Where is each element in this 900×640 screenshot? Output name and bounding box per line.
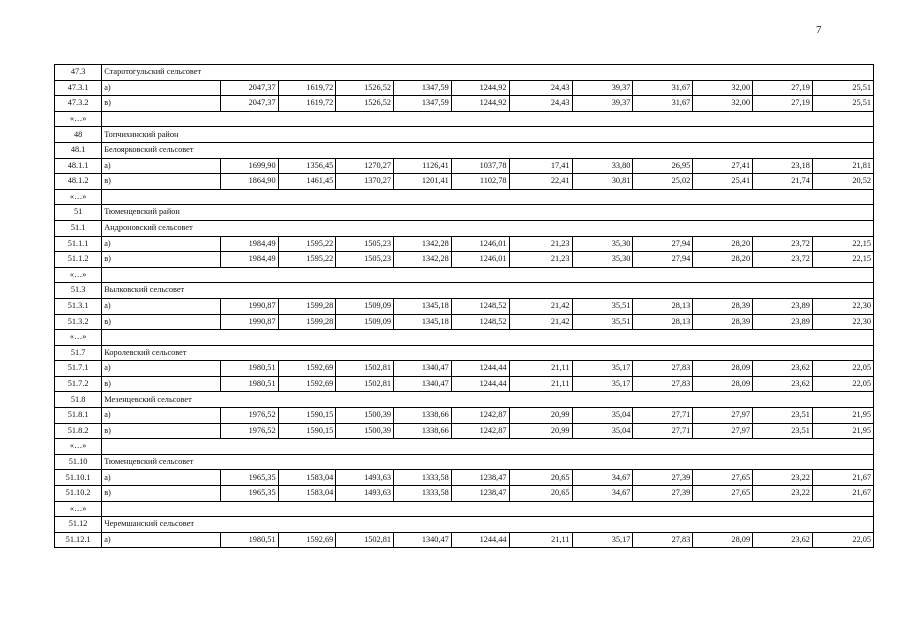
value-cell: 1599,28 [278,314,336,330]
value-cell: 23,22 [753,470,813,486]
value-cell: 28,09 [693,532,753,548]
row-code: 51.10 [55,454,102,470]
empty-cell [102,111,874,127]
row-code: 51.7.2 [55,376,102,392]
value-cell: 1242,87 [451,423,509,439]
value-cell: 1599,28 [278,298,336,314]
value-cell: 1505,23 [336,252,394,268]
value-cell: 20,99 [509,408,572,424]
value-cell: 1864,90 [220,174,278,190]
value-cell: 23,89 [753,314,813,330]
value-cell: 28,20 [693,236,753,252]
ellipsis-row [55,189,874,205]
section-title: Белоярковский сельсовет [102,142,874,158]
value-cell: 33,80 [572,158,633,174]
value-cell: 21,95 [812,408,873,424]
value-cell: 1526,52 [336,96,394,112]
value-cell: 1590,15 [278,408,336,424]
value-cell: 27,19 [753,96,813,112]
value-cell: 27,94 [633,252,693,268]
omission-marker: «…» [55,267,102,283]
row-label: в) [102,96,221,112]
omission-marker: «…» [55,439,102,455]
row-code: 51.7 [55,345,102,361]
value-cell: 27,71 [633,423,693,439]
row-label: в) [102,376,221,392]
row-code: 48.1 [55,142,102,158]
row-label: а) [102,236,221,252]
empty-cell [102,330,874,346]
value-cell: 25,51 [812,96,873,112]
value-cell: 21,67 [812,470,873,486]
value-cell: 27,39 [633,470,693,486]
value-cell: 1493,63 [336,486,394,502]
value-cell: 27,65 [693,486,753,502]
table-row [55,361,874,377]
value-cell: 35,51 [572,314,633,330]
value-cell: 1244,92 [451,96,509,112]
value-cell: 28,09 [693,361,753,377]
page-number: 7 [816,24,822,36]
value-cell: 1592,69 [278,532,336,548]
value-cell: 23,18 [753,158,813,174]
value-cell: 27,41 [693,158,753,174]
value-cell: 1338,66 [394,408,452,424]
value-cell: 21,11 [509,376,572,392]
row-code: 51.10.1 [55,470,102,486]
value-cell: 21,42 [509,314,572,330]
value-cell: 22,30 [812,298,873,314]
value-cell: 1037,78 [451,158,509,174]
value-cell: 1347,59 [394,80,452,96]
value-cell: 1347,59 [394,96,452,112]
table-row [55,376,874,392]
row-label: а) [102,361,221,377]
value-cell: 23,51 [753,408,813,424]
section-title: Тюменцевский сельсовет [102,454,874,470]
value-cell: 1583,04 [278,486,336,502]
value-cell: 1370,27 [336,174,394,190]
value-cell: 1246,01 [451,252,509,268]
value-cell: 21,23 [509,236,572,252]
value-cell: 1595,22 [278,252,336,268]
value-cell: 2047,37 [220,96,278,112]
value-cell: 34,67 [572,486,633,502]
table-row [55,158,874,174]
section-row [55,283,874,299]
value-cell: 1201,41 [394,174,452,190]
row-label: а) [102,80,221,96]
value-cell: 20,99 [509,423,572,439]
row-code: 48.1.1 [55,158,102,174]
value-cell: 1244,92 [451,80,509,96]
value-cell: 1244,44 [451,376,509,392]
value-cell: 1126,41 [394,158,452,174]
value-cell: 35,30 [572,236,633,252]
row-code: 51.7.1 [55,361,102,377]
value-cell: 1270,27 [336,158,394,174]
ellipsis-row [55,439,874,455]
value-cell: 1244,44 [451,532,509,548]
row-code: 47.3.1 [55,80,102,96]
row-code: 51 [55,205,102,221]
value-cell: 25,41 [693,174,753,190]
value-cell: 1990,87 [220,298,278,314]
value-cell: 1505,23 [336,236,394,252]
value-cell: 1509,09 [336,314,394,330]
value-cell: 1340,47 [394,361,452,377]
value-cell: 1595,22 [278,236,336,252]
value-cell: 28,13 [633,314,693,330]
value-cell: 22,30 [812,314,873,330]
row-code: 51.3 [55,283,102,299]
value-cell: 21,74 [753,174,813,190]
value-cell: 28,09 [693,376,753,392]
table-row [55,96,874,112]
value-cell: 35,51 [572,298,633,314]
value-cell: 23,89 [753,298,813,314]
table-row [55,408,874,424]
value-cell: 21,23 [509,252,572,268]
row-code: 47.3 [55,65,102,81]
section-row [55,392,874,408]
value-cell: 1984,49 [220,236,278,252]
empty-cell [102,501,874,517]
value-cell: 1976,52 [220,408,278,424]
value-cell: 1340,47 [394,376,452,392]
row-code: 51.3.1 [55,298,102,314]
row-label: в) [102,314,221,330]
table-row [55,423,874,439]
value-cell: 24,43 [509,96,572,112]
value-cell: 1592,69 [278,361,336,377]
value-cell: 35,04 [572,423,633,439]
row-label: в) [102,174,221,190]
value-cell: 1526,52 [336,80,394,96]
value-cell: 1345,18 [394,298,452,314]
value-cell: 27,39 [633,486,693,502]
table-row [55,532,874,548]
value-cell: 1619,72 [278,96,336,112]
value-cell: 1965,35 [220,470,278,486]
value-cell: 28,39 [693,314,753,330]
row-code: 48.1.2 [55,174,102,190]
value-cell: 1502,81 [336,532,394,548]
section-row [55,517,874,533]
table-row [55,298,874,314]
section-title: Андроновский сельсовет [102,220,874,236]
value-cell: 1980,51 [220,376,278,392]
value-cell: 35,17 [572,532,633,548]
section-title: Черемшанский сельсовет [102,517,874,533]
value-cell: 27,97 [693,408,753,424]
value-cell: 1238,47 [451,486,509,502]
value-cell: 21,67 [812,486,873,502]
value-cell: 20,65 [509,486,572,502]
tariff-table [54,64,874,548]
value-cell: 1244,44 [451,361,509,377]
value-cell: 25,02 [633,174,693,190]
value-cell: 1500,39 [336,408,394,424]
ellipsis-row [55,267,874,283]
table-row [55,486,874,502]
row-label: а) [102,298,221,314]
section-row [55,205,874,221]
value-cell: 1583,04 [278,470,336,486]
value-cell: 35,30 [572,252,633,268]
value-cell: 20,52 [812,174,873,190]
value-cell: 21,95 [812,423,873,439]
omission-marker: «…» [55,330,102,346]
value-cell: 1356,45 [278,158,336,174]
value-cell: 1592,69 [278,376,336,392]
section-row [55,65,874,81]
value-cell: 2047,37 [220,80,278,96]
value-cell: 31,67 [633,96,693,112]
value-cell: 23,62 [753,532,813,548]
value-cell: 27,83 [633,376,693,392]
value-cell: 28,20 [693,252,753,268]
value-cell: 34,67 [572,470,633,486]
row-code: 51.3.2 [55,314,102,330]
value-cell: 27,94 [633,236,693,252]
section-title: Старотогульский сельсовет [102,65,874,81]
value-cell: 1590,15 [278,423,336,439]
value-cell: 32,00 [693,80,753,96]
value-cell: 1493,63 [336,470,394,486]
value-cell: 39,37 [572,80,633,96]
row-code: 48 [55,127,102,143]
section-title: Тюменцевский район [102,205,874,221]
value-cell: 21,42 [509,298,572,314]
value-cell: 22,05 [812,376,873,392]
row-code: 51.12.1 [55,532,102,548]
row-label: в) [102,486,221,502]
value-cell: 23,72 [753,252,813,268]
value-cell: 24,43 [509,80,572,96]
value-cell: 25,51 [812,80,873,96]
value-cell: 27,19 [753,80,813,96]
value-cell: 1699,90 [220,158,278,174]
value-cell: 1965,35 [220,486,278,502]
value-cell: 32,00 [693,96,753,112]
value-cell: 1990,87 [220,314,278,330]
value-cell: 27,97 [693,423,753,439]
value-cell: 1338,66 [394,423,452,439]
row-code: 51.8 [55,392,102,408]
value-cell: 23,51 [753,423,813,439]
value-cell: 1509,09 [336,298,394,314]
table-body [55,65,874,548]
section-row [55,142,874,158]
table-row [55,174,874,190]
value-cell: 22,15 [812,252,873,268]
value-cell: 1342,28 [394,236,452,252]
row-label: в) [102,252,221,268]
value-cell: 21,81 [812,158,873,174]
empty-cell [102,267,874,283]
row-label: а) [102,532,221,548]
value-cell: 20,65 [509,470,572,486]
value-cell: 1340,47 [394,532,452,548]
value-cell: 1984,49 [220,252,278,268]
row-code: 51.1.1 [55,236,102,252]
row-code: 51.12 [55,517,102,533]
value-cell: 21,11 [509,361,572,377]
value-cell: 1500,39 [336,423,394,439]
value-cell: 1333,58 [394,486,452,502]
value-cell: 1619,72 [278,80,336,96]
value-cell: 27,83 [633,532,693,548]
value-cell: 1980,51 [220,532,278,548]
section-title: Топчихинский район [102,127,874,143]
value-cell: 22,05 [812,361,873,377]
value-cell: 35,17 [572,376,633,392]
value-cell: 21,11 [509,532,572,548]
ellipsis-row [55,111,874,127]
row-label: а) [102,408,221,424]
omission-marker: «…» [55,189,102,205]
row-code: 51.1.2 [55,252,102,268]
empty-cell [102,189,874,205]
value-cell: 22,15 [812,236,873,252]
value-cell: 27,83 [633,361,693,377]
row-code: 51.1 [55,220,102,236]
value-cell: 35,04 [572,408,633,424]
value-cell: 28,39 [693,298,753,314]
row-label: а) [102,470,221,486]
omission-marker: «…» [55,501,102,517]
row-code: 51.8.2 [55,423,102,439]
value-cell: 27,71 [633,408,693,424]
ellipsis-row [55,330,874,346]
value-cell: 23,72 [753,236,813,252]
value-cell: 39,37 [572,96,633,112]
value-cell: 1242,87 [451,408,509,424]
table-row [55,80,874,96]
value-cell: 1976,52 [220,423,278,439]
empty-cell [102,439,874,455]
value-cell: 1238,47 [451,470,509,486]
value-cell: 35,17 [572,361,633,377]
value-cell: 1246,01 [451,236,509,252]
table-row [55,252,874,268]
section-row [55,220,874,236]
value-cell: 17,41 [509,158,572,174]
value-cell: 23,62 [753,361,813,377]
row-label: а) [102,158,221,174]
value-cell: 1248,52 [451,314,509,330]
value-cell: 1102,78 [451,174,509,190]
row-code: 47.3.2 [55,96,102,112]
section-title: Мезенцевский сельсовет [102,392,874,408]
value-cell: 31,67 [633,80,693,96]
row-code: 51.8.1 [55,408,102,424]
section-title: Королевский сельсовет [102,345,874,361]
value-cell: 1248,52 [451,298,509,314]
section-row [55,454,874,470]
value-cell: 1980,51 [220,361,278,377]
value-cell: 1345,18 [394,314,452,330]
value-cell: 23,22 [753,486,813,502]
value-cell: 27,65 [693,470,753,486]
value-cell: 1502,81 [336,361,394,377]
value-cell: 1333,58 [394,470,452,486]
table-row [55,470,874,486]
value-cell: 1502,81 [336,376,394,392]
value-cell: 22,05 [812,532,873,548]
value-cell: 30,81 [572,174,633,190]
section-row [55,345,874,361]
value-cell: 22,41 [509,174,572,190]
row-code: 51.10.2 [55,486,102,502]
table-row [55,236,874,252]
value-cell: 23,62 [753,376,813,392]
omission-marker: «…» [55,111,102,127]
value-cell: 1461,45 [278,174,336,190]
section-title: Вылковский сельсовет [102,283,874,299]
section-row [55,127,874,143]
table-row [55,314,874,330]
row-label: в) [102,423,221,439]
ellipsis-row [55,501,874,517]
value-cell: 28,13 [633,298,693,314]
value-cell: 26,95 [633,158,693,174]
value-cell: 1342,28 [394,252,452,268]
